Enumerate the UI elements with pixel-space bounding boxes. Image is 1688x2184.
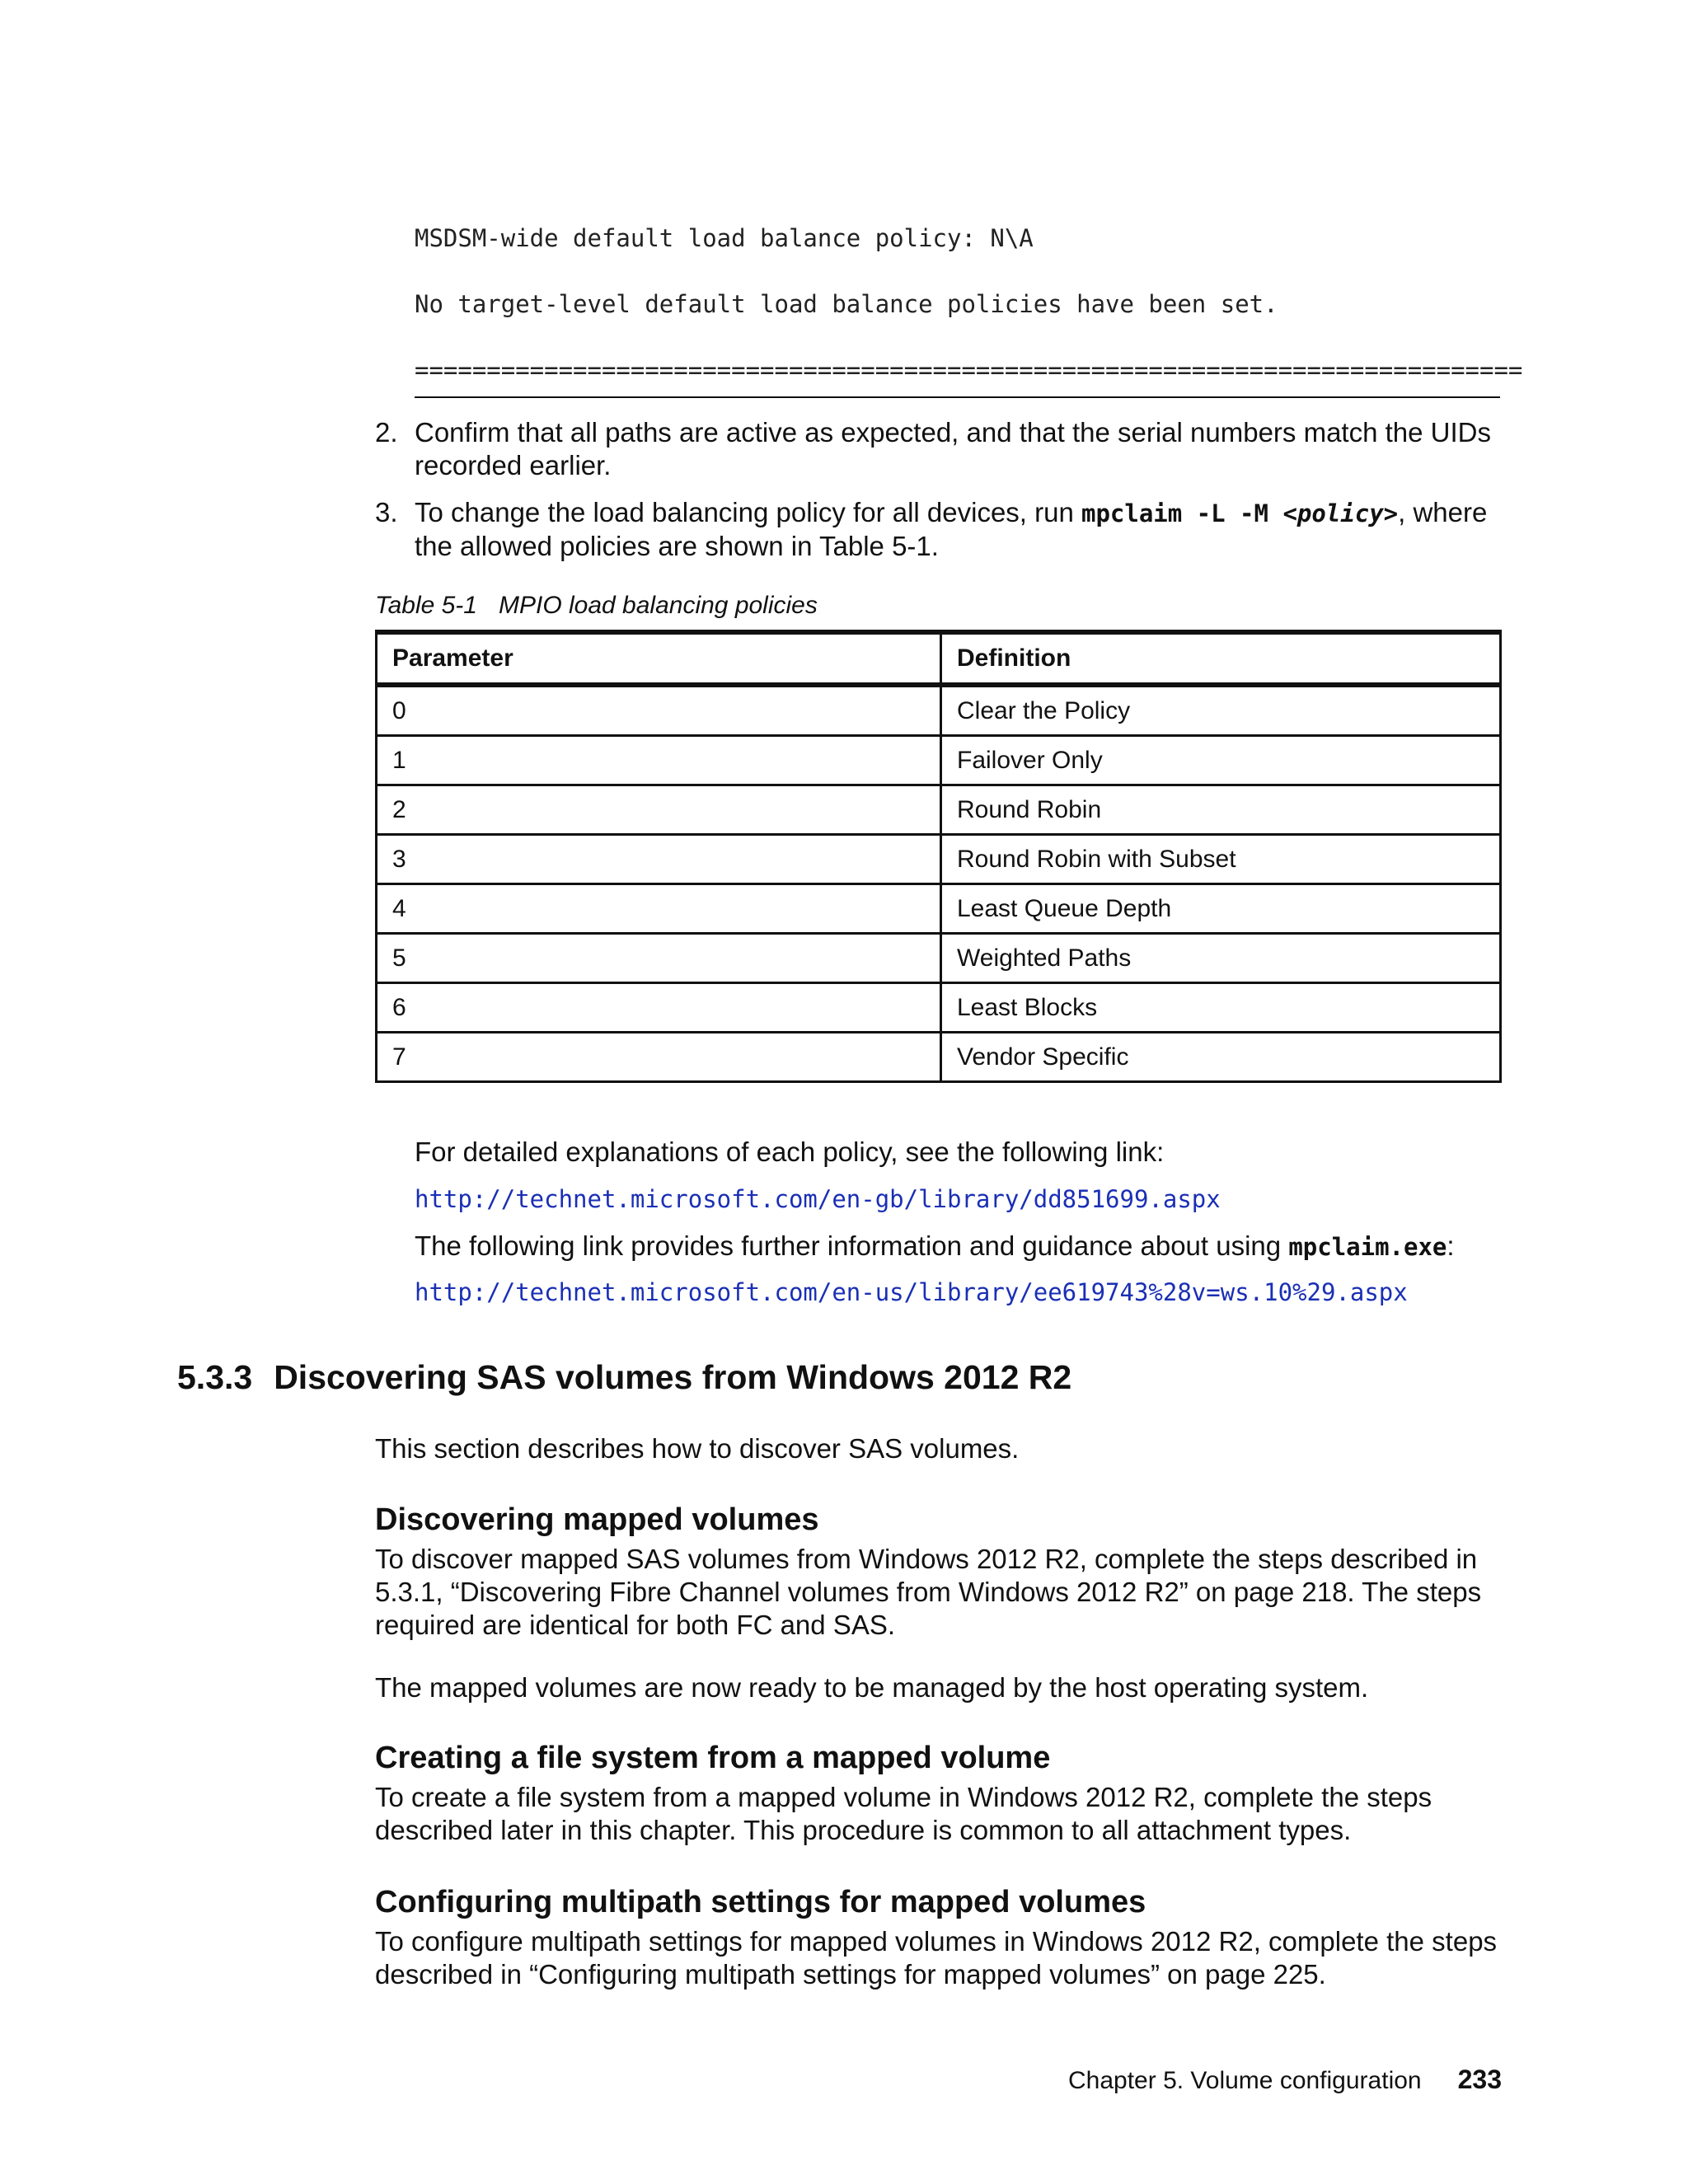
parameter-cell: 6 — [377, 983, 941, 1033]
table-row — [377, 934, 1501, 983]
section-number: 5.3.3 — [177, 1358, 253, 1396]
header-definition: Definition — [941, 632, 1501, 685]
policy-argument: <policy> — [1282, 499, 1399, 527]
definition-cell: Failover Only — [941, 736, 1501, 785]
link-intro-2-colon: : — [1447, 1230, 1455, 1261]
table-header-row — [377, 632, 1501, 685]
step-3-text — [415, 496, 1503, 563]
table-row — [377, 1033, 1501, 1082]
creating-paragraph: To create a file system from a mapped volume in Windows 2012 R2, complete the steps described later in this chapter. This procedure is common to all attachment types. — [375, 1782, 1432, 1845]
parameter-cell: 0 — [377, 685, 941, 736]
definition-cell: Least Blocks — [941, 983, 1501, 1033]
header-parameter: Parameter — [377, 632, 941, 685]
parameter-cell: 2 — [377, 785, 941, 835]
parameter-cell: 5 — [377, 934, 941, 983]
definition-cell: Round Robin — [941, 785, 1501, 835]
code-line-policy: MSDSM-wide default load balance policy: N\A — [415, 224, 1034, 252]
discovering-paragraph: To discover mapped SAS volumes from Windows 2012 R2, complete the steps described in 5.3.1, “Discovering Fibre Channel volumes from Windows 2012 R2” on page 218. The steps required are identical for both FC and SAS. — [375, 1544, 1482, 1640]
code-block-rule — [415, 396, 1500, 398]
section-intro: This section describes how to discover SAS volumes. — [375, 1433, 1020, 1464]
technet-link-mpclaim[interactable]: http://technet.microsoft.com/en-us/library/ee619743%28v=ws.10%29.aspx — [415, 1278, 1408, 1306]
table-row — [377, 685, 1501, 736]
link-intro-2 — [415, 1230, 1503, 1263]
configuring-paragraph: To configure multipath settings for mapped volumes in Windows 2012 R2, complete the steps described in “Configuring multipath settings for mapped volumes” on page 225. — [375, 1926, 1498, 1990]
parameter-cell: 1 — [377, 736, 941, 785]
parameter-cell: 4 — [377, 884, 941, 934]
technet-link-policies[interactable]: http://technet.microsoft.com/en-gb/library/dd851699.aspx — [415, 1185, 1221, 1213]
policy-table — [375, 630, 1502, 1083]
step-3-number: 3. — [375, 497, 398, 527]
table-row — [377, 835, 1501, 884]
definition-cell: Vendor Specific — [941, 1033, 1501, 1082]
table-caption — [375, 592, 818, 620]
step-2-text: Confirm that all paths are active as expected, and that the serial numbers match the UIDs recorded earlier. — [415, 417, 1491, 480]
subheading-configuring-multipath: Configuring multipath settings for mapped volumes — [375, 1885, 1146, 1919]
parameter-cell: 3 — [377, 835, 941, 884]
page-footer — [1068, 2064, 1502, 2095]
subheading-discovering-mapped-volumes: Discovering mapped volumes — [375, 1502, 819, 1537]
table-row — [377, 884, 1501, 934]
definition-cell: Least Queue Depth — [941, 884, 1501, 934]
link-intro-2-text: The following link provides further information and guidance about using — [415, 1230, 1289, 1261]
table-row — [377, 736, 1501, 785]
page-number: 233 — [1457, 2064, 1502, 2094]
definition-cell: Clear the Policy — [941, 685, 1501, 736]
code-line-target: No target-level default load balance policies have been set. — [415, 290, 1278, 318]
table-caption-title: MPIO load balancing policies — [498, 592, 818, 619]
subheading-creating-file-system: Creating a file system from a mapped volume — [375, 1741, 1051, 1775]
code-line-separator: ============================================================================= — [415, 356, 1523, 384]
definition-cell: Round Robin with Subset — [941, 835, 1501, 884]
mapped-ready-paragraph: The mapped volumes are now ready to be managed by the host operating system. — [375, 1672, 1369, 1703]
footer-chapter: Chapter 5. Volume configuration — [1068, 2067, 1422, 2094]
step-3-text-before: To change the load balancing policy for all devices, run — [415, 497, 1081, 527]
parameter-cell: 7 — [377, 1033, 941, 1082]
definition-cell: Weighted Paths — [941, 934, 1501, 983]
mpclaim-exe: mpclaim.exe — [1288, 1233, 1447, 1261]
section-title: Discovering SAS volumes from Windows 2012 R2 — [274, 1358, 1072, 1396]
link-intro-1: For detailed explanations of each policy, see the following link: — [415, 1137, 1165, 1167]
table-caption-label: Table 5-1 — [375, 592, 477, 619]
step-2-number: 2. — [375, 417, 398, 448]
table-row — [377, 983, 1501, 1033]
step-3-text-after: , where the allowed policies are shown in Table 5-1. — [415, 497, 1488, 561]
table-row — [377, 785, 1501, 835]
section-heading — [177, 1358, 1071, 1397]
mpclaim-command: mpclaim -L -M — [1081, 499, 1283, 527]
